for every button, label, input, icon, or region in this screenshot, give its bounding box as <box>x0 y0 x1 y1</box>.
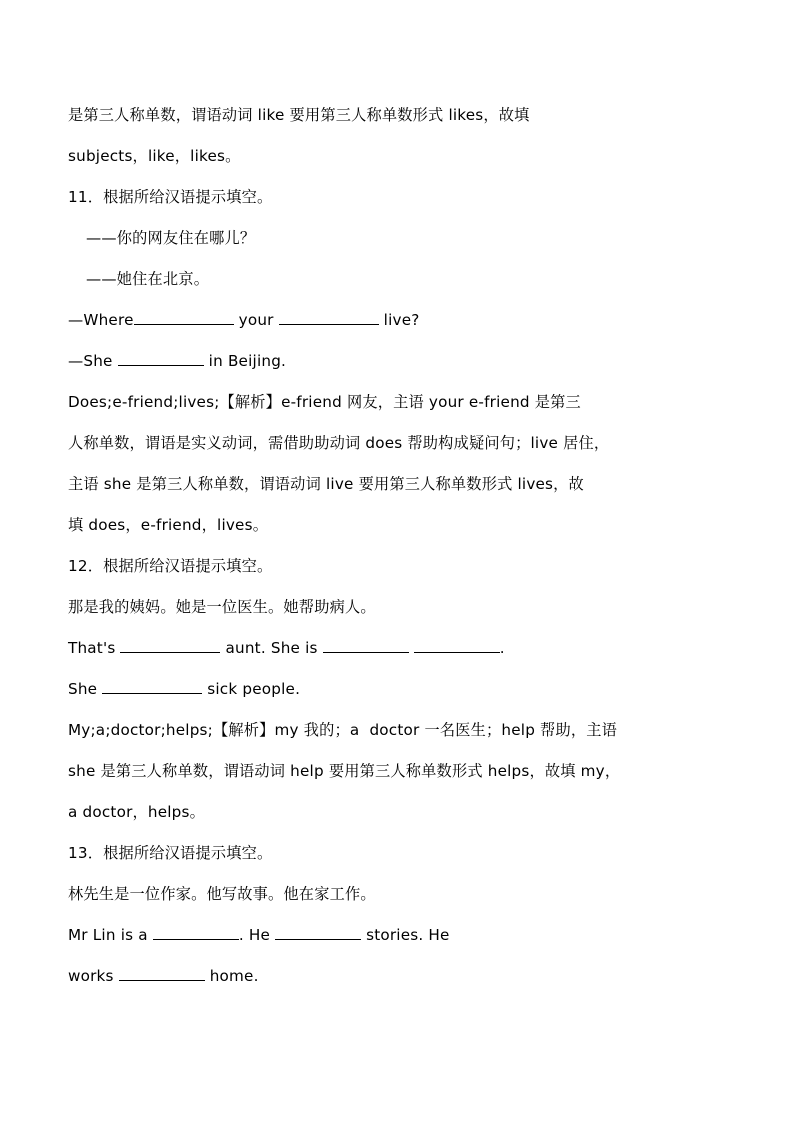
fill-in-blank[interactable] <box>119 965 205 981</box>
line-text: —Where <box>68 311 134 329</box>
question-13-blank-line-1 <box>68 915 726 956</box>
line-text: sick people. <box>202 680 301 698</box>
document-body <box>68 95 726 997</box>
fill-in-blank[interactable] <box>279 309 379 325</box>
fill-in-blank[interactable] <box>153 924 239 940</box>
explanation-line-2: subjects，like，likes。 <box>68 147 241 165</box>
answer-12-line-3: a doctor，helps。 <box>68 803 206 821</box>
question-11-blank-line-2 <box>68 341 726 382</box>
answer-11-line-1: Does;e-friend;lives;【解析】e-friend 网友，主语 your e-friend 是第三 <box>68 393 581 411</box>
question-11-chinese-2: ——她住在北京。 <box>86 270 210 288</box>
line-text: stories. He <box>361 926 450 944</box>
fill-in-blank[interactable] <box>102 678 202 694</box>
line-text: your <box>233 311 279 329</box>
fill-in-blank[interactable] <box>275 924 361 940</box>
line-text: in Beijing. <box>203 352 287 370</box>
line-text: That's <box>68 639 121 657</box>
answer-11-line-4: 填 does，e-friend，lives。 <box>68 516 269 534</box>
question-13-blank-line-2 <box>68 956 726 997</box>
line-text: aunt. She is <box>220 639 323 657</box>
question-12-heading: 12．根据所给汉语提示填空。 <box>68 557 273 575</box>
question-12-blank-line-1 <box>68 628 726 669</box>
question-11-chinese-1: ——你的网友住在哪儿？ <box>86 229 256 247</box>
question-11-blank-line-1 <box>68 300 726 341</box>
line-text: live? <box>378 311 420 329</box>
question-11-heading: 11．根据所给汉语提示填空。 <box>68 188 273 206</box>
line-text: . <box>499 639 505 657</box>
line-text: home. <box>204 967 259 985</box>
question-12-chinese: 那是我的姨妈。她是一位医生。她帮助病人。 <box>68 598 376 616</box>
fill-in-blank[interactable] <box>118 350 204 366</box>
line-text: Mr Lin is a <box>68 926 153 944</box>
line-text: She <box>68 680 103 698</box>
explanation-line-1: 是第三人称单数，谓语动词 like 要用第三人称单数形式 likes，故填 <box>68 106 530 124</box>
answer-12-line-2: she 是第三人称单数，谓语动词 help 要用第三人称单数形式 helps，故填 my， <box>68 762 621 780</box>
question-13-heading: 13．根据所给汉语提示填空。 <box>68 844 273 862</box>
question-13-chinese: 林先生是一位作家。他写故事。他在家工作。 <box>68 885 376 903</box>
line-text: . He <box>238 926 276 944</box>
fill-in-blank[interactable] <box>134 309 234 325</box>
fill-in-blank[interactable] <box>323 637 409 653</box>
answer-11-line-3: 主语 she 是第三人称单数，谓语动词 live 要用第三人称单数形式 lives，故 <box>68 475 584 493</box>
line-text: —She <box>68 352 118 370</box>
fill-in-blank[interactable] <box>120 637 220 653</box>
line-text: works <box>68 967 119 985</box>
answer-12-line-1: My;a;doctor;helps;【解析】my 我的；a doctor 一名医生；help 帮助，主语 <box>68 721 617 739</box>
fill-in-blank[interactable] <box>414 637 500 653</box>
answer-11-line-2: 人称单数，谓语是实义动词，需借助助动词 does 帮助构成疑问句；live 居住， <box>68 434 610 452</box>
question-12-blank-line-2 <box>68 669 726 710</box>
